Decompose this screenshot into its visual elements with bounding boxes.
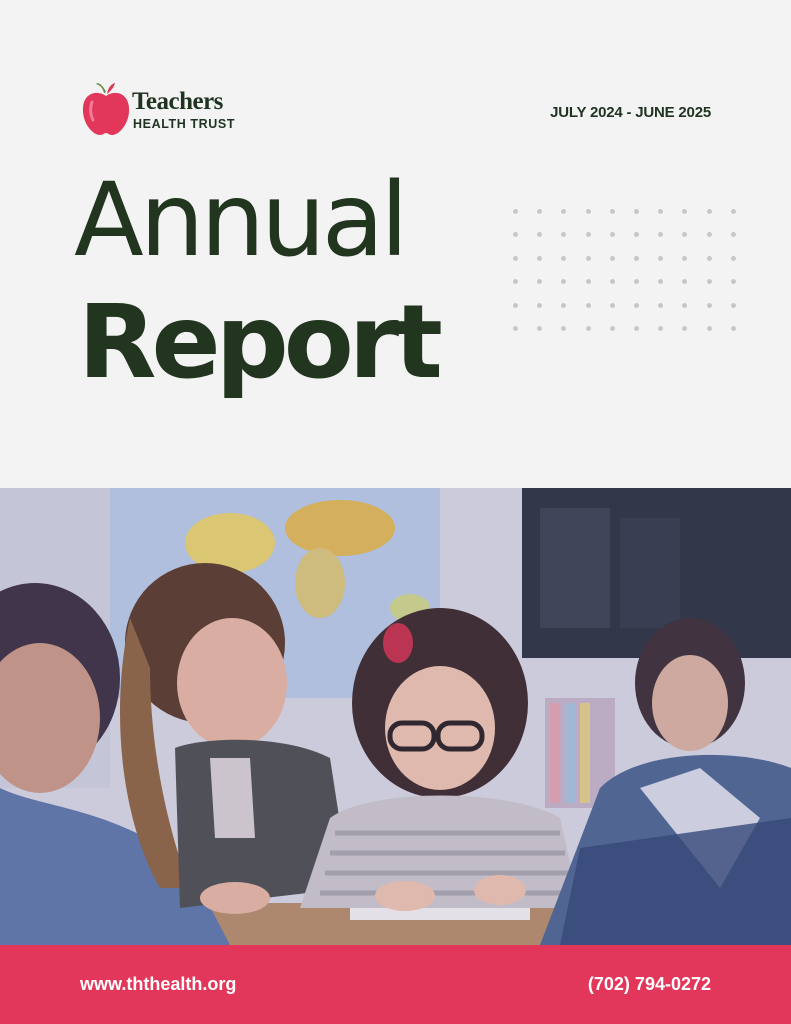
grid-dot [513,326,518,331]
grid-dot [634,326,639,331]
grid-dot [731,303,736,308]
website-link[interactable]: www.ththealth.org [80,974,237,994]
grid-dot [561,232,566,237]
grid-dot [586,279,591,284]
grid-dot [610,279,615,284]
phone-number[interactable]: (702) 794-0272 [587,974,711,994]
grid-dot [537,279,542,284]
grid-dot [537,209,542,214]
report-period: JULY 2024 - JUNE 2025 [550,104,711,121]
brand-logo[interactable] [80,82,250,136]
grid-dot [561,279,566,284]
grid-dot [658,232,663,237]
grid-dot [634,256,639,261]
grid-dot [513,279,518,284]
grid-dot [610,303,615,308]
apple-icon [80,82,132,136]
grid-dot [513,232,518,237]
grid-dot [537,232,542,237]
grid-dot [707,209,712,214]
grid-dot [707,232,712,237]
grid-dot [537,326,542,331]
grid-dot [586,326,591,331]
cover-header [0,0,791,488]
grid-dot [561,256,566,261]
title-report: Report [78,283,438,402]
grid-dot [707,303,712,308]
grid-dot [513,209,518,214]
grid-dot [537,256,542,261]
grid-dot [610,232,615,237]
grid-dot [682,232,687,237]
grid-dot [682,256,687,261]
grid-dot [731,232,736,237]
grid-dot [561,303,566,308]
grid-dot [561,209,566,214]
grid-dot [610,256,615,261]
grid-dot [731,279,736,284]
logo-wordmark-primary: Teachers [132,88,223,115]
grid-dot [658,326,663,331]
grid-dot [731,256,736,261]
grid-dot [682,209,687,214]
title-annual: Annual [74,161,405,280]
classroom-illustration [0,488,791,945]
grid-dot [682,326,687,331]
grid-dot [586,232,591,237]
grid-dot [513,256,518,261]
grid-dot [634,209,639,214]
grid-dot [658,209,663,214]
grid-dot [586,303,591,308]
grid-dot [682,303,687,308]
grid-dot [731,326,736,331]
grid-dot [586,209,591,214]
grid-dot [658,256,663,261]
grid-dot [634,303,639,308]
grid-dot [561,326,566,331]
grid-dot [707,279,712,284]
grid-dot [658,303,663,308]
grid-dot [731,209,736,214]
grid-dot [610,209,615,214]
grid-dot [682,279,687,284]
grid-dot [658,279,663,284]
grid-dot [610,326,615,331]
footer-bar [0,945,791,1024]
classroom-photo [0,488,791,945]
grid-dot [634,279,639,284]
grid-dot [513,303,518,308]
decorative-dot-grid [513,209,743,335]
grid-dot [707,256,712,261]
grid-dot [707,326,712,331]
logo-wordmark-secondary: HEALTH TRUST [133,117,236,131]
grid-dot [537,303,542,308]
grid-dot [634,232,639,237]
grid-dot [586,256,591,261]
